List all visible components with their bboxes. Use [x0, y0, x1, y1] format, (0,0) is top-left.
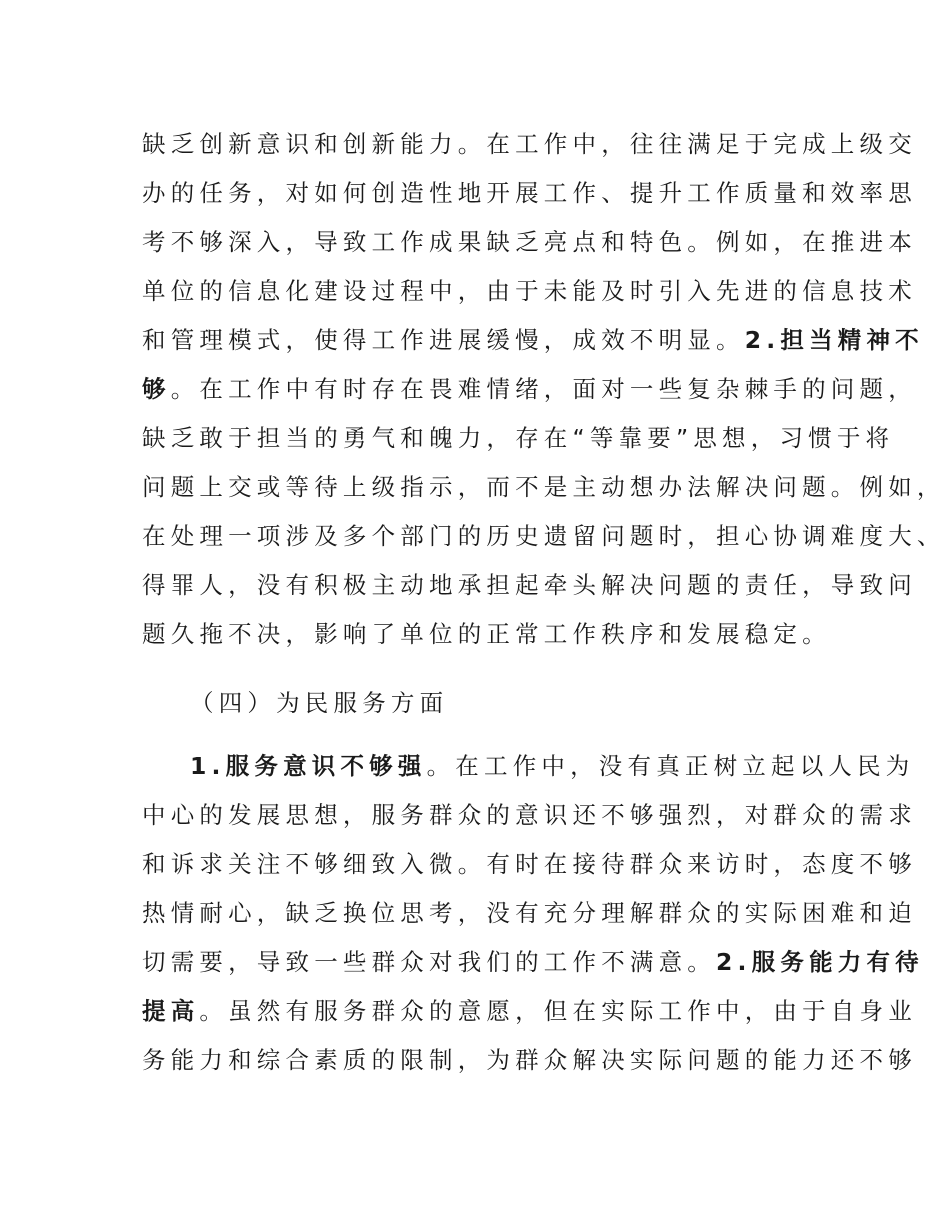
bold-heading-text: 提高 — [142, 997, 200, 1025]
line-text: 和管理模式，使得工作进展缓慢，成效不明显。 — [142, 326, 745, 354]
paragraph-line: 在处理一项涉及多个部门的历史遗留问题时，担心协调难度大、 — [142, 522, 946, 550]
paragraph-line: 缺乏敢于担当的勇气和魄力，存在“等靠要”思想，习惯于将 — [142, 424, 895, 452]
paragraph-line: 题久拖不决，影响了单位的正常工作秩序和发展稳定。 — [142, 620, 831, 648]
paragraph-line: 办的任务，对如何创造性地开展工作、提升工作质量和效率思 — [142, 179, 917, 207]
paragraph-line: 考不够深入，导致工作成果缺乏亮点和特色。例如，在推进本 — [142, 228, 917, 256]
bold-heading-text: 2.服务能力有待 — [716, 948, 924, 976]
paragraph-line: 和诉求关注不够细致入微。有时在接待群众来访时，态度不够 — [142, 850, 917, 878]
paragraph-line: 问题上交或等待上级指示，而不是主动想办法解决问题。例如， — [142, 473, 946, 501]
bold-heading-text: 2.担当精神不 — [744, 326, 924, 354]
line-text: 。虽然有服务群众的意愿，但在实际工作中，由于自身业 — [199, 997, 917, 1025]
line-text: 。在工作中有时存在畏难情绪，面对一些复杂棘手的问题， — [170, 375, 917, 403]
bold-heading-text: 1.服务意识不够强 — [190, 752, 427, 780]
section-heading: （四）为民服务方面 — [190, 689, 449, 717]
line-text: 。在工作中，没有真正树立起以人民为 — [426, 752, 915, 780]
paragraph-line — [142, 945, 924, 979]
paragraph-line — [142, 994, 917, 1028]
line-text: 切需要，导致一些群众对我们的工作不满意。 — [142, 948, 716, 976]
paragraph-line: 缺乏创新意识和创新能力。在工作中，往往满足于完成上级交 — [142, 130, 917, 158]
paragraph-line — [142, 323, 924, 357]
paragraph-line: 务能力和综合素质的限制，为群众解决实际问题的能力还不够 — [142, 1046, 917, 1074]
bold-heading-text: 够 — [142, 375, 171, 403]
paragraph-line: 热情耐心，缺乏换位思考，没有充分理解群众的实际困难和迫 — [142, 899, 917, 927]
paragraph-line: 中心的发展思想，服务群众的意识还不够强烈，对群众的需求 — [142, 801, 917, 829]
paragraph-line — [142, 372, 917, 406]
paragraph-line: 得罪人，没有积极主动地承担起牵头解决问题的责任，导致问 — [142, 571, 917, 599]
paragraph-line: 单位的信息化建设过程中，由于未能及时引入先进的信息技术 — [142, 277, 917, 305]
paragraph-line — [190, 749, 915, 783]
